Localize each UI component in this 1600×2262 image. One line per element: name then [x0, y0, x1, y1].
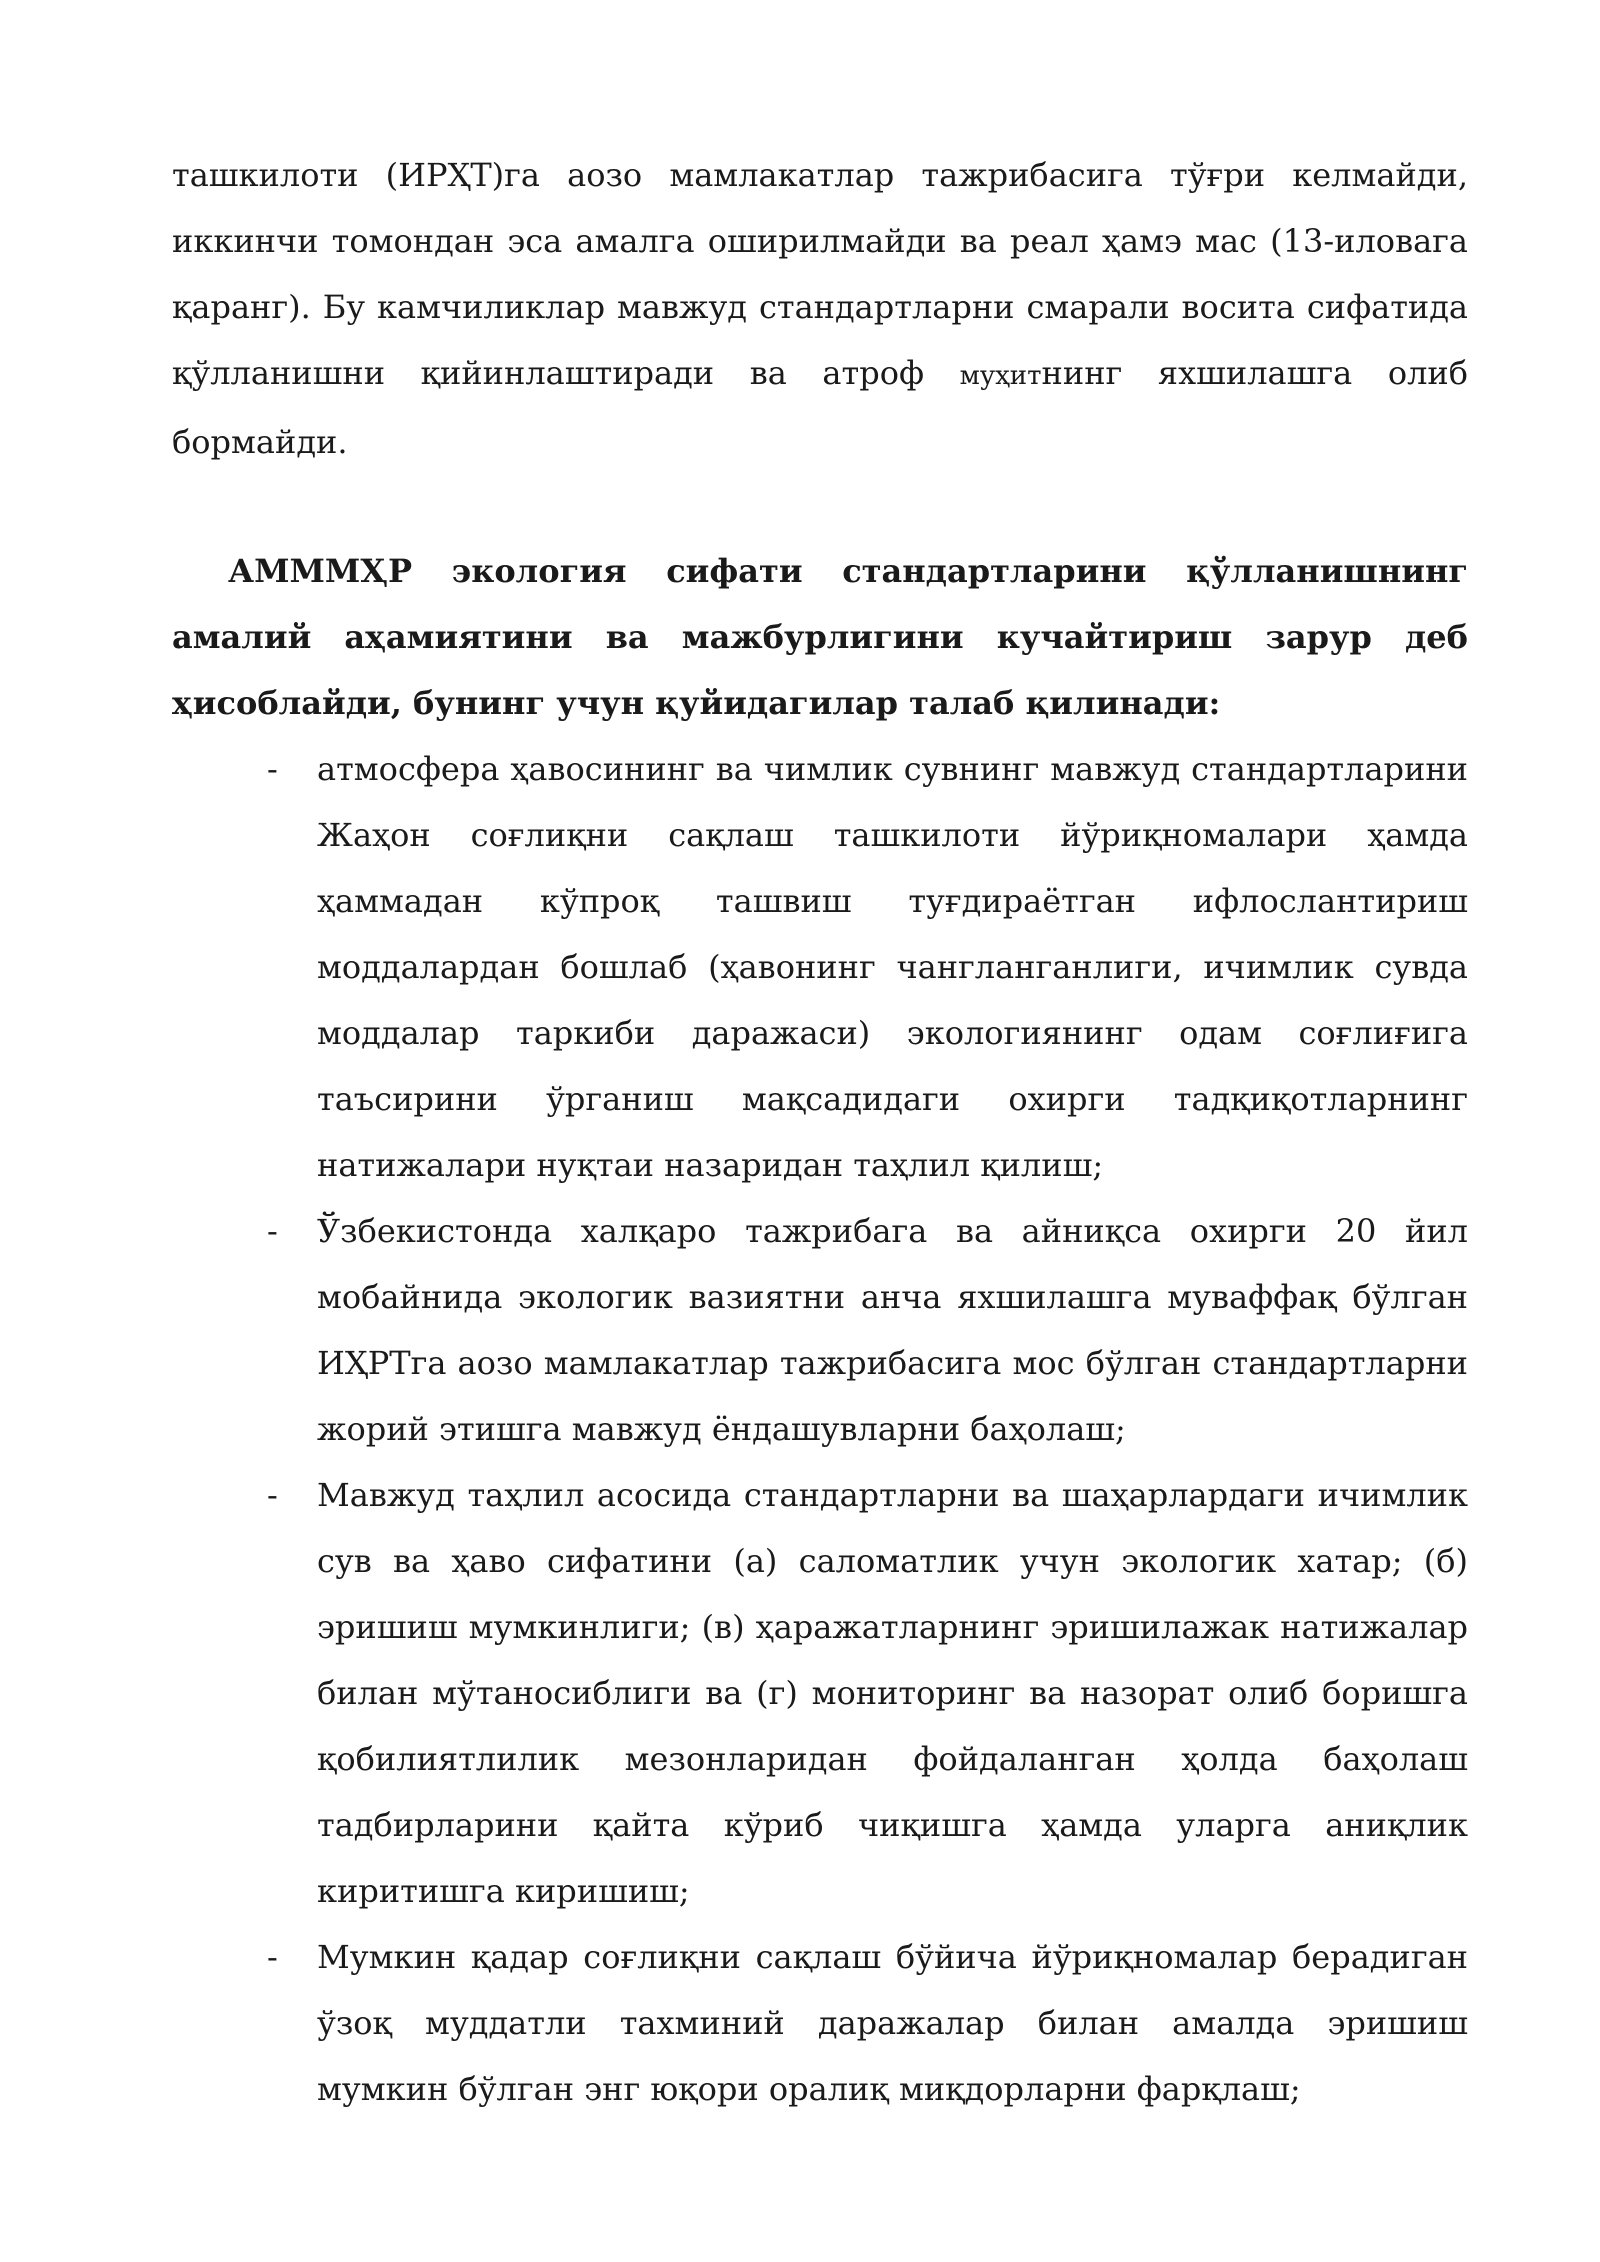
list-item-dash: - [267, 750, 278, 788]
paragraph-continuation-text: ташкилоти (ИРҲТ)га аозо мамлакатлар тажрибасига тўғри келмайди, иккинчи томондан эса амалга оширилмайди ва реал ҳамэ мас (13-иловага қаранг). Бу камчиликлар мавжуд стандартларни смарали восита сифатида қўлланишни қийинлаштиради ва атроф [172, 156, 1468, 392]
paragraph-continuation [172, 142, 1468, 475]
requirements-list [172, 736, 1468, 2122]
list-item [172, 1462, 1468, 1924]
paragraph-continuation-small-word: муҳит [959, 361, 1042, 391]
list-item-text: Мавжуд таҳлил асосида стандартларни ва шаҳарлардаги ичимлик сув ва ҳаво сифатини (а) саломатлик учун экологик хатар; (б) эришиш мумкинлиги; (в) ҳаражатларнинг эришилажак натижалар билан мўтаносиблиги ва (г) мониторинг ва назорат олиб боришга қобилиятлилик мезонларидан фойдаланган ҳолда баҳолаш тадбирларини қайта кўриб чиқишга ҳамда уларга аниқлик киритишга киришиш; [317, 1476, 1468, 1910]
list-item-text: Мумкин қадар соғлиқни сақлаш бўйича йўриқномалар берадиган ўзоқ муддатли тахминий даражалар билан амалда эришиш мумкин бўлган энг юқори оралиқ миқдорларни фарқлаш; [317, 1938, 1468, 2108]
list-item-text: Ўзбекистонда халқаро тажрибага ва айниқса охирги 20 йил мобайнида экологик вазиятни анча яхшилашга муваффақ бўлган ИҲРТга аозо мамлакатлар тажрибасига мос бўлган стандартларни жорий этишга мавжуд ёндашувларни баҳолаш; [317, 1212, 1468, 1448]
list-item [172, 1198, 1468, 1462]
list-item-text: атмосфера ҳавосининг ва чимлик сувнинг мавжуд стандартларини Жаҳон соғлиқни сақлаш ташкилоти йўриқномалари ҳамда ҳаммадан кўпроқ ташвиш туғдираётган ифлослантириш моддалардан бошлаб (ҳавонинг чангланганлиги, ичимлик сувда моддалар таркиби даражаси) экологиянинг одам соғлиғига таъсирини ўрганиш мақсадидаги охирги тадқиқотларнинг натижалари нуқтаи назаридан таҳлил қилиш; [317, 750, 1468, 1184]
list-item-dash: - [267, 1938, 278, 1976]
list-item-dash: - [267, 1476, 278, 1514]
paragraph-continuation-text-end: нинг яхшилашга олиб бормайди. [172, 354, 1469, 461]
list-item [172, 736, 1468, 1198]
bold-paragraph: АМММҲР экология сифати стандартларини қўлланишнинг амалий аҳамиятини ва мажбурлигини кучайтириш зарур деб ҳисоблайди, бунинг учун қуйидагилар талаб қилинади: [172, 552, 1468, 722]
list-item [172, 1924, 1468, 2122]
list-item-dash: - [267, 1212, 278, 1250]
